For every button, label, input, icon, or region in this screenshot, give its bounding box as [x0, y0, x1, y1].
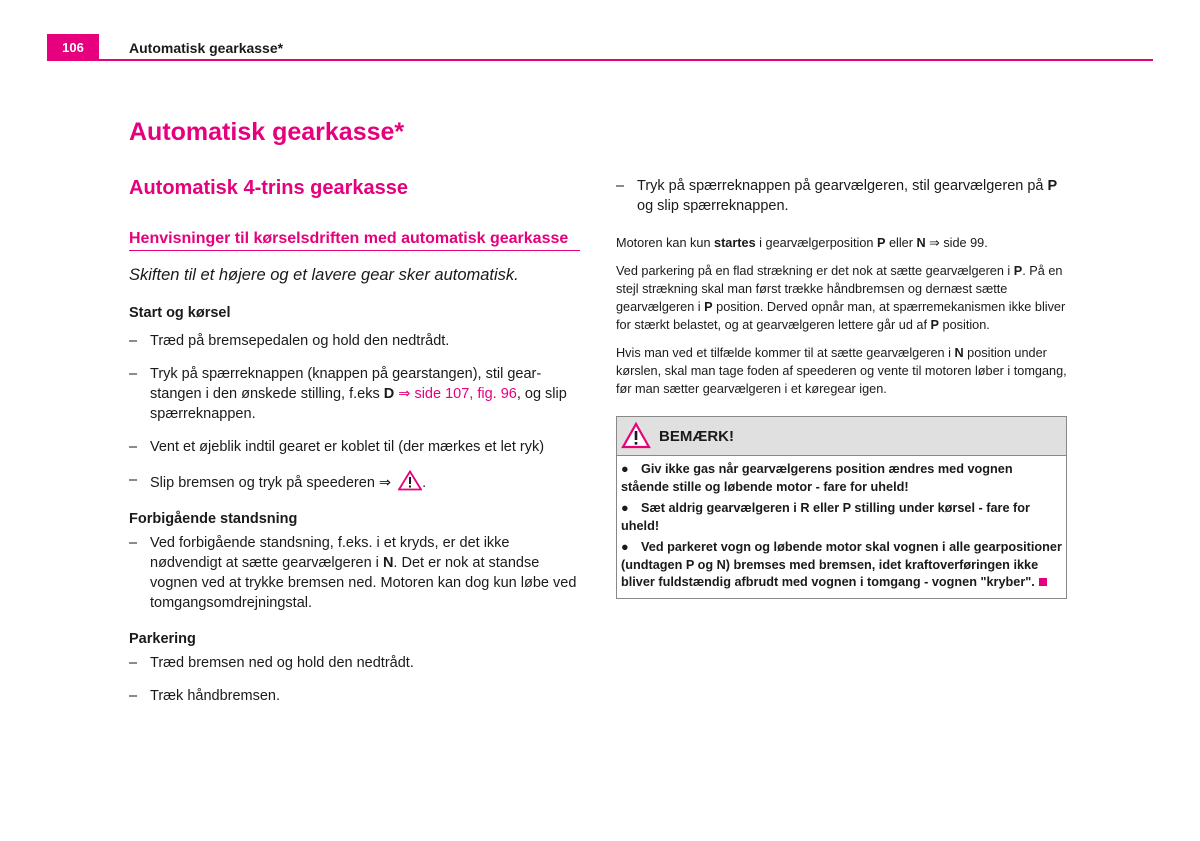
step-text: Træd bremsen ned og hold den nedtrådt.	[150, 655, 414, 671]
intro-text: Skiften til et højere og et lavere gear sker automatisk.	[129, 266, 519, 284]
step-text: Slip bremsen og tryk på speederen ⇒ .	[150, 470, 580, 493]
step-text: Tryk på spærreknappen (knappen på gearstangen), stil gearstangen i den ønskede stilling, f.eks D ⇒ side 107, fig. 96, og slip spærreknappen.	[150, 366, 567, 422]
parking-heading: Parkering	[129, 631, 196, 647]
warning-item: ● Sæt aldrig gearvælgeren i R eller P stilling under kørsel - fare for uheld!	[621, 501, 1030, 533]
step-text: Tryk på spærreknappen på gearvælgeren, stil gearvælgeren på P og slip spærreknappen.	[637, 178, 1058, 214]
list-item: – Træd bremsen ned og hold den nedtrådt.	[129, 653, 580, 673]
header-rule	[47, 59, 1153, 61]
warning-item: ● Giv ikke gas når gearvælgerens position ændres med vognen stående stille og løbende motor - fare for uheld!	[621, 462, 1013, 494]
start-heading: Start og kørsel	[129, 305, 231, 321]
warning-body	[617, 456, 1066, 598]
page-title: Automatisk gearkasse*	[129, 118, 405, 146]
paragraph: Hvis man ved et tilfælde kommer til at sætte gearvælgeren i N position under kørslen, skal man tage foden af speederen og vente til motoren løber i tomgang, før man sætter gearvælgeren i et køregear igen.	[616, 346, 1067, 396]
end-marker-icon	[1039, 578, 1047, 586]
list-item: – Ved forbigående standsning, f.eks. i et kryds, er det ikke nødvendigt at sætte gearvælgeren i N. Det er nok at standse vognen ved at trykke bremsen ned. Motoren kan dog kun løbe ved tomgangsomdrejningstal.	[129, 533, 580, 613]
step-text: Træk håndbremsen.	[150, 688, 281, 704]
paragraph: Ved parkering på en flad strækning er det nok at sætte gearvælgeren i P. På en stejl strækning skal man først trække håndbremsen og dernæst sætte gearvælgeren i P position. Derved opnår man, at spærremekanismen ikke bliver for stærkt belastet, og at gearvælgeren lettere går ud af P position.	[616, 264, 1066, 332]
step-text: Vent et øjeblik indtil gearet er koblet til (der mærkes et let ryk)	[150, 439, 545, 455]
paragraph: Motoren kan kun startes i gearvælgerposition P eller N ⇒ side 99.	[616, 236, 988, 250]
list-item: – Vent et øjeblik indtil gearet er koblet til (der mærkes et let ryk)	[129, 437, 580, 457]
warning-header	[617, 417, 1066, 456]
warning-box	[616, 416, 1067, 599]
warning-item: ● Ved parkeret vogn og løbende motor skal vognen i alle gearpositioner (undtagen P og N) bremses med bremsen, idet kraftoverføringen ikke bliver fuldstændig afbrudt med vognen i tomgang - vognen "kryber".	[621, 540, 1062, 589]
list-item: – Slip bremsen og tryk på speederen ⇒ .	[129, 470, 580, 493]
list-item: – Tryk på spærreknappen på gearvælgeren, stil gearvælgeren på P og slip spærreknappen.	[616, 176, 1067, 216]
page-number: 106	[47, 34, 99, 61]
standstill-heading: Forbigående standsning	[129, 511, 298, 527]
list-item: – Træd på bremsepedalen og hold den nedtrådt.	[129, 331, 580, 351]
left-column	[129, 112, 580, 706]
running-title: Automatisk gearkasse*	[129, 40, 284, 56]
cross-reference-link[interactable]: ⇒ side 107, fig. 96	[398, 386, 517, 402]
subsection-title: Henvisninger til kørselsdriften med automatisk gearkasse	[129, 228, 580, 251]
list-item: – Tryk på spærreknappen (knappen på gearstangen), stil gearstangen i den ønskede stilling, f.eks D ⇒ side 107, fig. 96, og slip spærreknappen.	[129, 364, 580, 424]
step-text: Ved forbigående standsning, f.eks. i et kryds, er det ikke nødvendigt at sætte gearvælgeren i N. Det er nok at standse vognen ved at trykke bremsen ned. Motoren kan dog kun løbe ved tomgangsomdrejningstal.	[150, 535, 577, 611]
warning-title: BEMÆRK!	[659, 427, 734, 445]
section-title: Automatisk 4-trins gearkasse	[129, 177, 409, 199]
warning-triangle-icon	[621, 421, 651, 451]
warning-triangle-icon	[398, 470, 422, 491]
right-column	[616, 176, 1067, 599]
step-text: Træd på bremsepedalen og hold den nedtrådt.	[150, 333, 450, 349]
list-item: – Træk håndbremsen.	[129, 686, 580, 706]
